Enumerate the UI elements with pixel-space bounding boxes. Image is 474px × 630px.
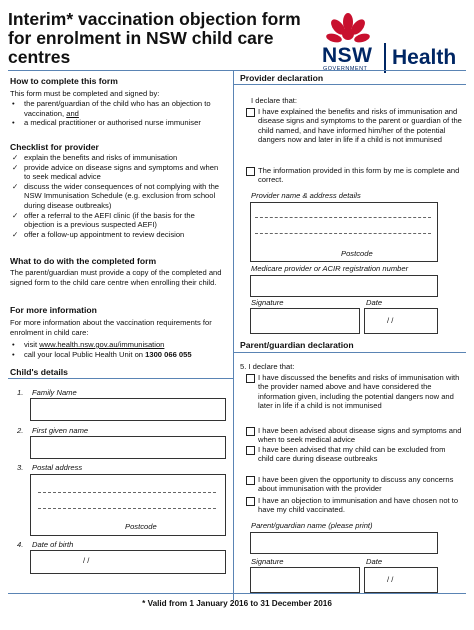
list-item: • the parent/guardian of the child who has an objection to vaccination, and bbox=[12, 99, 211, 118]
parent-date-label: Date bbox=[366, 557, 383, 566]
validity-note: * Valid from 1 January 2016 to 31 December 2016 bbox=[142, 599, 332, 608]
date-separator: / / bbox=[83, 556, 90, 565]
field-num: 1. bbox=[17, 388, 24, 397]
check-icon: ✓ bbox=[12, 210, 19, 220]
list-item: ✓ explain the benefits and risks of immunisation bbox=[12, 153, 178, 162]
child-details-rule bbox=[8, 378, 233, 379]
checkbox[interactable] bbox=[246, 374, 255, 383]
field-num: 3. bbox=[17, 463, 24, 472]
provider-declare-text: I declare that: bbox=[251, 96, 298, 105]
checkbox[interactable] bbox=[246, 497, 255, 506]
date-of-birth-input[interactable] bbox=[30, 550, 226, 574]
list-item: • call your local Public Health Unit on 1300 066 055 bbox=[12, 349, 192, 359]
check-icon: ✓ bbox=[12, 162, 19, 172]
parent-signature-label: Signature bbox=[251, 557, 284, 566]
checkbox[interactable] bbox=[246, 167, 255, 176]
parent-date-input[interactable] bbox=[364, 567, 438, 593]
medicare-number-input[interactable] bbox=[250, 275, 438, 297]
provider-signature-input[interactable] bbox=[250, 308, 360, 334]
address-line bbox=[38, 508, 216, 509]
list-item: ✓ offer a referral to the AEFI clinic (if the basis for the objection is a previous suspected AEFI) bbox=[12, 210, 195, 230]
date-separator: / / bbox=[387, 575, 394, 584]
address-line bbox=[255, 217, 431, 218]
parent-check-2: I have been advised about disease signs and symptoms and when to seek medical advice bbox=[258, 426, 463, 445]
first-given-name-input[interactable] bbox=[30, 436, 226, 459]
check-icon: ✓ bbox=[12, 153, 19, 162]
list-item: • a medical practitioner or authorised nurse immuniser bbox=[12, 118, 201, 128]
header-rule bbox=[8, 70, 466, 71]
date-of-birth-label: Date of birth bbox=[32, 540, 74, 549]
how-heading: How to complete this form bbox=[10, 76, 118, 86]
checklist-heading: Checklist for provider bbox=[10, 142, 99, 152]
more-list bbox=[10, 340, 230, 359]
provider-address-input[interactable] bbox=[250, 202, 438, 262]
child-details-heading: Child's details bbox=[10, 367, 68, 377]
checklist-list bbox=[10, 153, 225, 239]
postcode-label: Postcode bbox=[341, 249, 373, 258]
logo-divider bbox=[384, 43, 386, 73]
provider-date-input[interactable] bbox=[364, 308, 438, 334]
footer-rule bbox=[8, 593, 466, 594]
what-text: The parent/guardian must provide a copy of the completed and signed form to the child care centre when enrolling their child. bbox=[10, 268, 222, 287]
provider-name-label: Provider name & address details bbox=[251, 191, 361, 200]
checkbox[interactable] bbox=[246, 446, 255, 455]
parent-rule bbox=[234, 352, 466, 353]
how-intro: This form must be completed and signed by: bbox=[10, 89, 160, 98]
postcode-label: Postcode bbox=[125, 522, 157, 531]
parent-check-1: I have discussed the benefits and risks of immunisation with the provider named above and have considered the information given, including the potential dangers now and later in life if a child is not immunised bbox=[258, 373, 463, 410]
checkbox[interactable] bbox=[246, 108, 255, 117]
logo-health-text: Health bbox=[392, 46, 457, 69]
postal-address-input[interactable] bbox=[30, 474, 226, 536]
parent-name-input[interactable] bbox=[250, 532, 438, 554]
parent-check-3: I have been advised that my child can be excluded from child care during disease outbreaks bbox=[258, 445, 463, 464]
provider-heading: Provider declaration bbox=[240, 73, 324, 83]
parent-name-label: Parent/guardian name (please print) bbox=[251, 521, 373, 530]
postal-address-label: Postal address bbox=[32, 463, 83, 472]
what-heading: What to do with the completed form bbox=[10, 256, 157, 266]
check-icon: ✓ bbox=[12, 229, 19, 239]
list-item: • visit www.health.nsw.gov.au/immunisation bbox=[12, 340, 165, 349]
provider-signature-label: Signature bbox=[251, 298, 284, 307]
provider-check-1: I have explained the benefits and risks of immunisation and disease signs and symptoms to the parent or guardian of the child named, and have informed him/her of the potential dangers now and later in life if a child is not immunised bbox=[258, 107, 463, 144]
nsw-health-logo bbox=[320, 8, 470, 78]
medicare-label: Medicare provider or ACIR registration number bbox=[251, 264, 409, 273]
address-line bbox=[255, 233, 431, 234]
logo-nsw-text: NSW bbox=[322, 44, 373, 67]
provider-check-2: The information provided in this form by me is complete and correct. bbox=[258, 166, 463, 185]
check-icon: ✓ bbox=[12, 181, 19, 191]
checkbox[interactable] bbox=[246, 427, 255, 436]
parent-heading: Parent/guardian declaration bbox=[240, 340, 354, 350]
field-num: 2. bbox=[17, 426, 24, 435]
date-separator: / / bbox=[387, 316, 394, 325]
how-list bbox=[10, 99, 225, 128]
provider-rule bbox=[234, 84, 466, 85]
parent-check-5: I have an objection to immunisation and have chosen not to have my child vaccinated. bbox=[258, 496, 463, 515]
list-item: ✓ provide advice on disease signs and symptoms and when to seek medical advice bbox=[12, 162, 219, 182]
first-given-name-label: First given name bbox=[32, 426, 89, 435]
more-text: For more information about the vaccination requirements for enrolment in child care: bbox=[10, 318, 212, 337]
form-title: Interim* vaccination objection form for enrolment in NSW child care centres bbox=[8, 9, 301, 67]
checkbox[interactable] bbox=[246, 476, 255, 485]
provider-date-label: Date bbox=[366, 298, 383, 307]
list-item: ✓ offer a follow-up appointment to review decision bbox=[12, 229, 185, 239]
family-name-label: Family Name bbox=[32, 388, 77, 397]
immunisation-link[interactable]: www.health.nsw.gov.au/immunisation bbox=[39, 340, 165, 349]
parent-declare-text: 5. I declare that: bbox=[240, 362, 295, 371]
field-num: 4. bbox=[17, 540, 24, 549]
address-line bbox=[38, 492, 216, 493]
logo-government-text: GOVERNMENT bbox=[323, 66, 368, 72]
column-divider bbox=[233, 70, 234, 600]
parent-check-4: I have been given the opportunity to discuss any concerns about immunisation with the provider bbox=[258, 475, 463, 494]
parent-signature-input[interactable] bbox=[250, 567, 360, 593]
family-name-input[interactable] bbox=[30, 398, 226, 421]
list-item: ✓ discuss the wider consequences of not complying with the NSW Immunisation Schedule (e.g. exclusion from school during disease outbreaks) bbox=[12, 181, 220, 210]
more-heading: For more information bbox=[10, 305, 97, 315]
